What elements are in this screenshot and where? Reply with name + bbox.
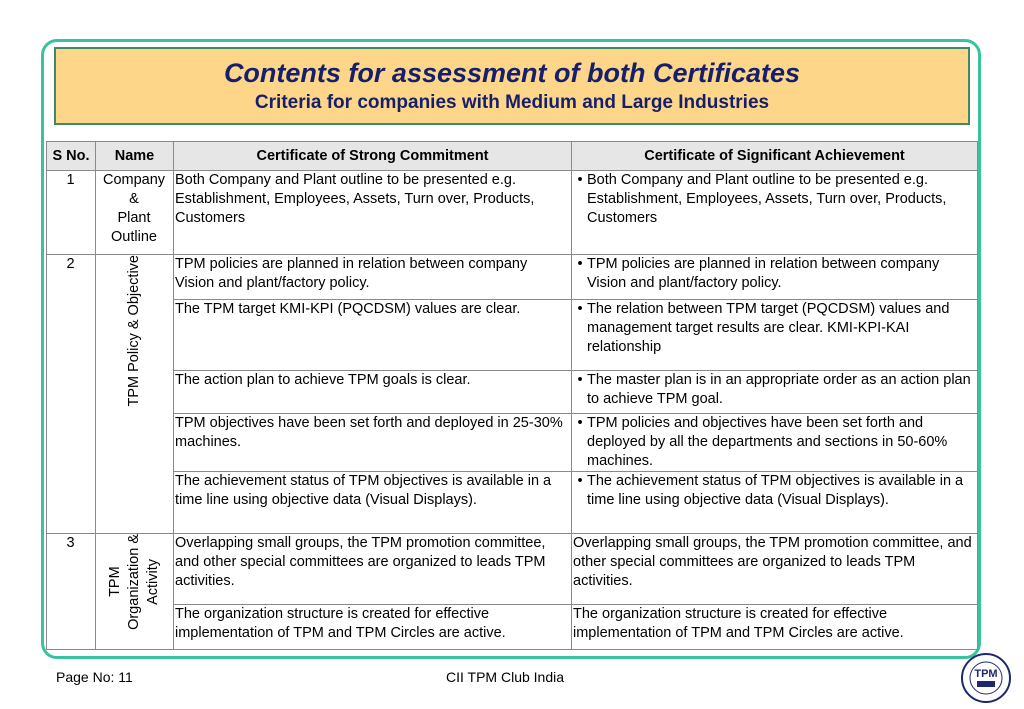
bullet: • (577, 415, 583, 431)
name-line: Company (102, 172, 166, 188)
bullet: • (577, 256, 583, 272)
page-number: Page No: 11 (56, 669, 133, 685)
table-row (47, 300, 978, 371)
name-line: Activity (144, 559, 161, 605)
significant-cell: Overlapping small groups, the TPM promotion committee, and other special committees are organized to leads TPM activities. (572, 534, 978, 605)
strong-cell: The TPM target KMI-KPI (PQCDSM) values are clear. (174, 300, 572, 371)
vertical-name: TPM Policy & Objective (125, 255, 142, 407)
table-row (47, 255, 978, 300)
bullet: • (577, 172, 583, 188)
row-number: 3 (47, 534, 96, 650)
name-line: Outline (111, 229, 157, 245)
name-line: Plant (117, 210, 151, 226)
bullet-text: The relation between TPM target (PQCDSM) values and management target results are clear. KMI-KPI-KAI relationship (587, 301, 950, 355)
strong-cell: TPM objectives have been set forth and deployed in 25-30% machines. (174, 414, 572, 472)
table-row (47, 414, 978, 472)
significant-cell (572, 171, 978, 255)
bullet: • (577, 301, 583, 317)
header-strong: Certificate of Strong Commitment (174, 142, 572, 171)
table-row (47, 472, 978, 534)
row-name (96, 534, 174, 650)
row-number: 2 (47, 255, 96, 534)
name-line: & (129, 191, 139, 207)
bullet-text: The master plan is in an appropriate order as an action plan to achieve TPM goal. (587, 372, 971, 407)
bullet-text: Both Company and Plant outline to be presented e.g. Establishment, Employees, Assets, Turn over, Products, Customers (587, 172, 947, 226)
bullet: • (577, 473, 583, 489)
significant-cell (572, 414, 978, 472)
strong-cell: The achievement status of TPM objectives is available in a time line using objective data (Visual Displays). (174, 472, 572, 534)
table-row (47, 371, 978, 414)
strong-cell: TPM policies are planned in relation between company Vision and plant/factory policy. (174, 255, 572, 300)
bullet: • (577, 372, 583, 388)
header-significant: Certificate of Significant Achievement (572, 142, 978, 171)
significant-cell (572, 371, 978, 414)
bullet-text: The achievement status of TPM objectives is available in a time line using objective data (Visual Displays). (587, 473, 964, 508)
strong-cell: The organization structure is created for effective implementation of TPM and TPM Circles are active. (174, 605, 572, 650)
header-row (47, 142, 978, 171)
bullet-text: TPM policies and objectives have been set forth and deployed by all the departments and sections in 50-60% machines. (587, 415, 948, 469)
title-banner (54, 47, 970, 125)
page-title: Contents for assessment of both Certificates (223, 58, 801, 88)
strong-cell: Overlapping small groups, the TPM promotion committee, and other special committees are organized to leads TPM activities. (174, 534, 572, 605)
significant-cell (572, 255, 978, 300)
significant-cell (572, 300, 978, 371)
strong-cell: Both Company and Plant outline to be presented e.g. Establishment, Employees, Assets, Turn over, Products, Customers (174, 171, 572, 255)
footer-organization: CII TPM Club India (446, 669, 565, 685)
table-row (47, 605, 978, 650)
row-number: 1 (47, 171, 96, 255)
tpm-club-logo-icon (960, 652, 1012, 704)
table-row (47, 171, 978, 255)
row-name (96, 255, 174, 534)
row-name (96, 171, 174, 255)
header-name: Name (96, 142, 174, 171)
assessment-table (46, 141, 978, 650)
page-subtitle: Criteria for companies with Medium and Large Industries (254, 92, 770, 113)
table-row (47, 534, 978, 605)
name-line: Organization & (125, 534, 142, 630)
strong-cell: The action plan to achieve TPM goals is clear. (174, 371, 572, 414)
header-sno: S No. (47, 142, 96, 171)
name-line: TPM (106, 566, 123, 598)
bullet-text: TPM policies are planned in relation between company Vision and plant/factory policy. (587, 256, 940, 291)
vertical-name (106, 534, 163, 630)
logo-text: TPM (974, 668, 998, 680)
significant-cell: The organization structure is created for effective implementation of TPM and TPM Circles are active. (572, 605, 978, 650)
significant-cell (572, 472, 978, 534)
